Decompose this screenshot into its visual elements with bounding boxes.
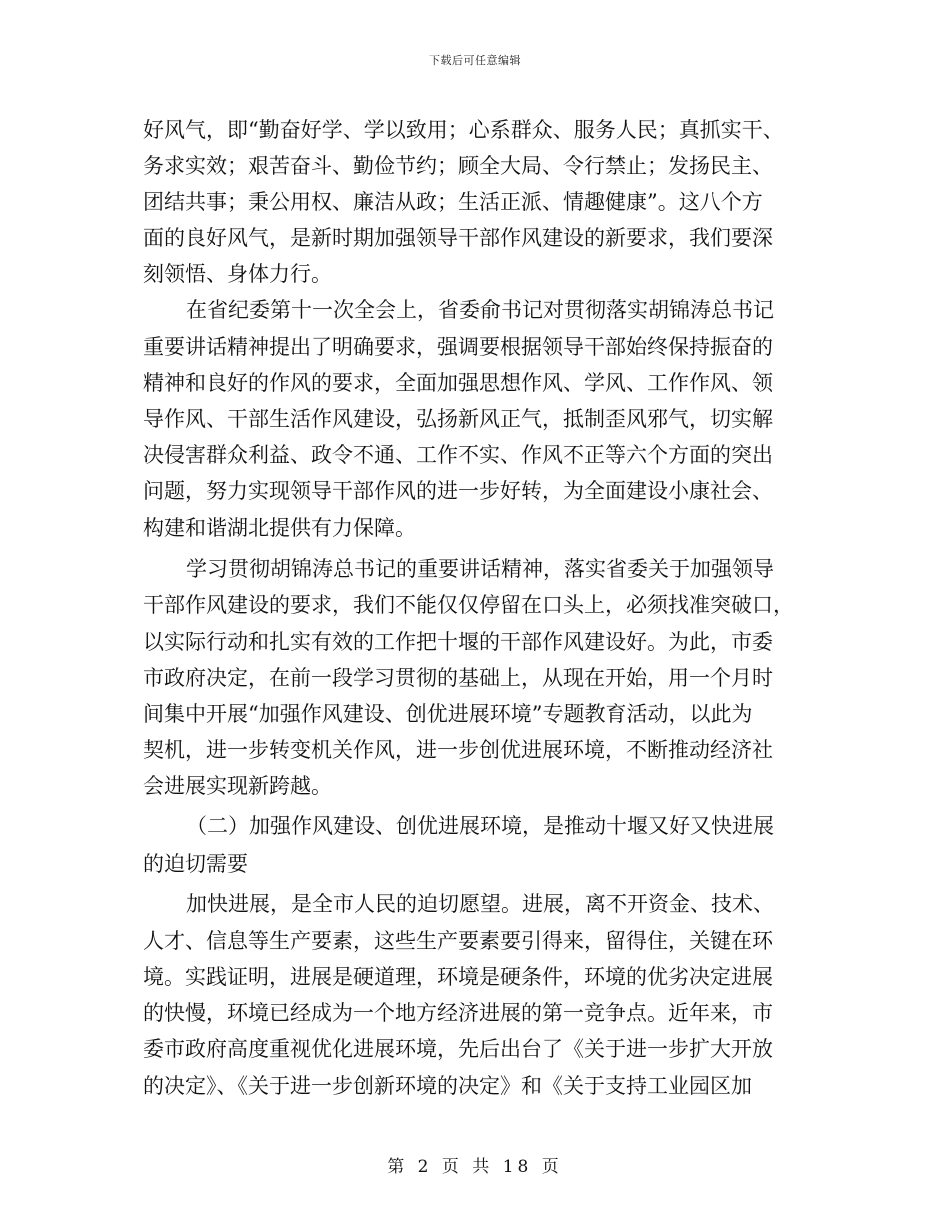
text-line: 的快慢，环境已经成为一个地方经济进展的第一竞争点。近年来，市 [143, 1001, 773, 1025]
text-line: 委市政府高度重视优化进展环境，先后出台了《关于进一步扩大开放 [143, 1037, 773, 1061]
page-footer: 第 2 页 共 18 页 [387, 1157, 563, 1177]
text-line: 精神和良好的作风的要求，全面加强思想作风、学风、工作作风、领 [143, 371, 773, 395]
text-line: 契机，进一步转变机关作风，进一步创优进展环境，不断推动经济社 [143, 738, 773, 762]
text-line: 务求实效；艰苦奋斗、勤俭节约；顾全大局、令行禁止；发扬民主、 [143, 154, 773, 178]
text-line: 导作风、干部生活作风建设，弘扬新风正气，抵制歪风邪气，切实解 [143, 407, 773, 431]
text-line: 境。实践证明，进展是硬道理，环境是硬条件，环境的优劣决定进展 [143, 965, 773, 989]
text-line: 人才、信息等生产要素，这些生产要素要引得来，留得住，关键在环 [143, 929, 773, 953]
text-line: 重要讲话精神提出了明确要求，强调要根据领导干部始终保持振奋的 [143, 335, 773, 359]
text-line: 的决定》、《关于进一步创新环境的决定》和《关于支持工业园区加 [143, 1074, 752, 1098]
text-line: 干部作风建设的要求，我们不能仅仅停留在口头上，必须找准突破口， [143, 593, 794, 617]
text-line: 以实际行动和扎实有效的工作把十堰的干部作风建设好。为此，市委 [143, 630, 773, 654]
text-line: 会进展实现新跨越。 [143, 774, 332, 798]
text-line: 加快进展，是全市人民的迫切愿望。进展，离不开资金、技术、 [186, 892, 774, 916]
text-line: 决侵害群众利益、政令不通、工作不实、作风不正等六个方面的突出 [143, 443, 773, 467]
text-line: 学习贯彻胡锦涛总书记的重要讲话精神，落实省委关于加强领导 [186, 557, 774, 581]
text-line: 团结共事；秉公用权、廉洁从政；生活正派、情趣健康”。这八个方 [143, 190, 763, 214]
text-line: 问题，努力实现领导干部作风的进一步好转，为全面建设小康社会、 [143, 479, 773, 503]
text-line: 面的良好风气，是新时期加强领导干部作风建设的新要求，我们要深 [143, 226, 773, 250]
text-line: 间集中开展“加强作风建设、创优进展环境”专题教育活动，以此为 [143, 702, 753, 726]
section-heading-continued: 的迫切需要 [143, 852, 248, 876]
header-note: 下载后可任意编辑 [429, 54, 521, 67]
text-line: 在省纪委第十一次全会上，省委俞书记对贯彻落实胡锦涛总书记 [186, 298, 774, 322]
text-line: 好风气，即“勤奋好学、学以致用；心系群众、服务人民；真抓实干、 [143, 118, 784, 142]
text-line: 市政府决定，在前一段学习贯彻的基础上，从现在开始，用一个月时 [143, 666, 773, 690]
text-line: 构建和谐湖北提供有力保障。 [143, 516, 416, 540]
section-heading: （二）加强作风建设、创优进展环境，是推动十堰又好又快进展 [186, 814, 774, 838]
text-line: 刻领悟、身体力行。 [143, 262, 332, 286]
